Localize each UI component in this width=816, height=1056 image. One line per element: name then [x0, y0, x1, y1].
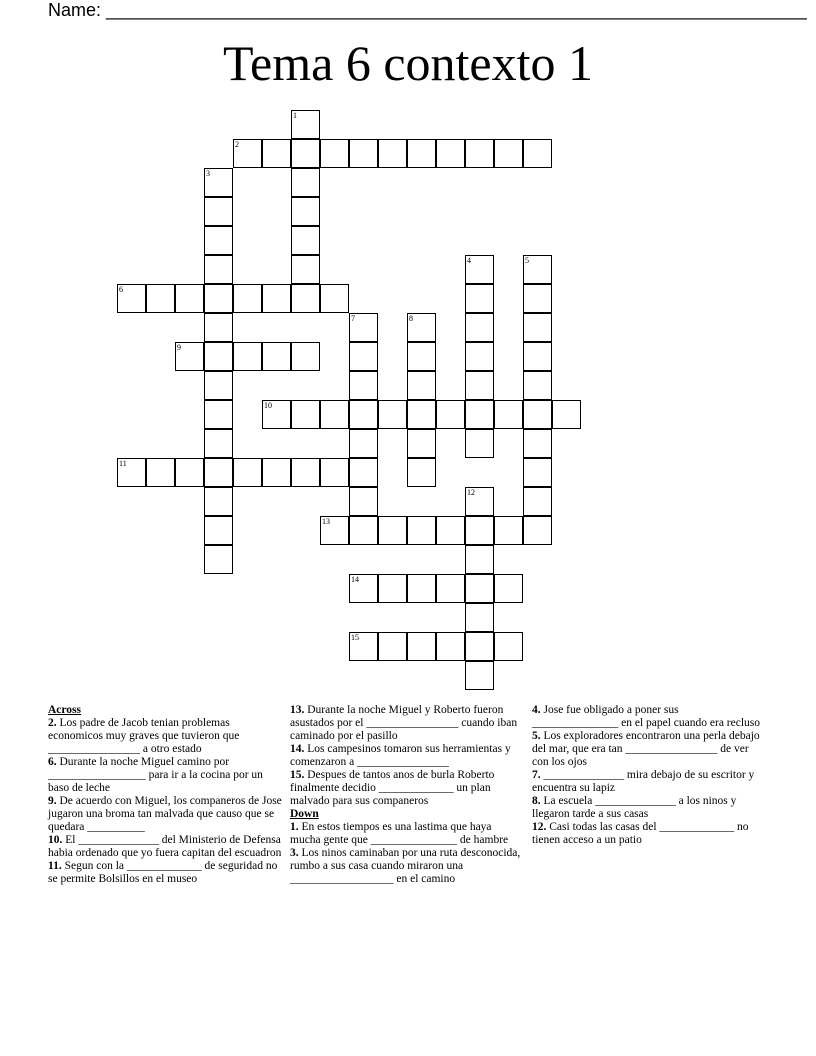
- grid-cell[interactable]: [523, 313, 552, 342]
- grid-cell[interactable]: [204, 255, 233, 284]
- grid-cell[interactable]: [407, 400, 436, 429]
- grid-cell[interactable]: [436, 139, 465, 168]
- grid-cell[interactable]: [175, 284, 204, 313]
- clue-across-13: 13. Durante la noche Miguel y Roberto fueron asustados por el ________________ cuando iban caminado por el pasillo: [290, 704, 518, 742]
- grid-cell[interactable]: [465, 255, 494, 284]
- grid-cell[interactable]: [465, 139, 494, 168]
- name-label: Name:: [48, 0, 102, 20]
- grid-cell[interactable]: [204, 226, 233, 255]
- grid-cell[interactable]: [465, 284, 494, 313]
- grid-cell[interactable]: [204, 458, 233, 487]
- grid-cell[interactable]: [291, 458, 320, 487]
- grid-cell[interactable]: [320, 400, 349, 429]
- grid-cell[interactable]: [407, 516, 436, 545]
- clue-across-6: 6. Durante la noche Miguel camino por _________________ para ir a la cocina por un baso de leche: [48, 756, 263, 794]
- grid-cell[interactable]: [494, 139, 523, 168]
- clue-number: 14: [351, 575, 359, 584]
- puzzle-title: Tema 6 contexto 1: [223, 35, 593, 91]
- grid-cell[interactable]: [407, 342, 436, 371]
- grid-cell[interactable]: [407, 632, 436, 661]
- grid-cell[interactable]: [407, 458, 436, 487]
- grid-cell[interactable]: [349, 429, 378, 458]
- grid-cell[interactable]: [494, 632, 523, 661]
- clues-column-2: [290, 704, 522, 886]
- clue-number: 12: [467, 488, 475, 497]
- clue-number: 4: [467, 256, 471, 265]
- clue-number: 7: [351, 314, 355, 323]
- grid-cell[interactable]: [523, 458, 552, 487]
- clue-across-10: 10. El ______________ del Ministerio de Defensa habia ordenado que yo fuera capitan del escuadron: [48, 834, 282, 859]
- grid-cell[interactable]: [204, 545, 233, 574]
- clue-number: 10: [264, 401, 272, 410]
- clues-column-3: [532, 704, 764, 847]
- grid-cell[interactable]: [523, 139, 552, 168]
- grid-cell[interactable]: [523, 255, 552, 284]
- clue-number: 5: [525, 256, 529, 265]
- grid-cell[interactable]: [320, 284, 349, 313]
- grid-cell[interactable]: [349, 574, 378, 603]
- grid-cell[interactable]: [233, 342, 262, 371]
- grid-cell[interactable]: [349, 400, 378, 429]
- clues-column-1: [48, 704, 283, 886]
- grid-cell[interactable]: [436, 574, 465, 603]
- grid-cell[interactable]: [262, 139, 291, 168]
- grid-cell[interactable]: [494, 574, 523, 603]
- grid-cell[interactable]: [494, 400, 523, 429]
- clue-number: 3: [206, 169, 210, 178]
- grid-cell[interactable]: [349, 458, 378, 487]
- grid-cell[interactable]: [233, 284, 262, 313]
- grid-cell[interactable]: [523, 371, 552, 400]
- grid-cell[interactable]: [262, 284, 291, 313]
- grid-cell[interactable]: [523, 487, 552, 516]
- clue-down-8: 8. La escuela ______________ a los ninos y llegaron tarde a sus casas: [532, 795, 737, 820]
- grid-cell[interactable]: [349, 487, 378, 516]
- grid-cell[interactable]: [117, 458, 146, 487]
- grid-cell[interactable]: [204, 516, 233, 545]
- grid-cell[interactable]: [349, 313, 378, 342]
- clue-down-7: 7. ______________ mira debajo de su escritor y encuentra su lapiz: [532, 769, 755, 794]
- grid-cell[interactable]: [494, 516, 523, 545]
- grid-cell[interactable]: [291, 226, 320, 255]
- clue-down-4: 4. Jose fue obligado a poner sus _______________ en el papel cuando era recluso: [532, 704, 761, 729]
- grid-cell[interactable]: [552, 400, 581, 429]
- clue-across-2: 2. Los padre de Jacob tenian problemas economicos muy graves que tuvieron que ________________ a otro estado: [48, 717, 240, 755]
- name-blank: ______________________________________________________________________: [106, 0, 807, 20]
- grid-cell[interactable]: [465, 342, 494, 371]
- grid-cell[interactable]: [320, 516, 349, 545]
- grid-cell[interactable]: [204, 371, 233, 400]
- grid-cell[interactable]: [407, 574, 436, 603]
- grid-cell[interactable]: [146, 284, 175, 313]
- grid-cell[interactable]: [117, 284, 146, 313]
- clue-across-11: 11. Segun con la _____________ de seguridad no se permite Bolsillos en el museo: [48, 860, 278, 885]
- grid-cell[interactable]: [436, 632, 465, 661]
- grid-cell[interactable]: [291, 139, 320, 168]
- grid-cell[interactable]: [175, 458, 204, 487]
- grid-cell[interactable]: [407, 313, 436, 342]
- grid-cell[interactable]: [378, 574, 407, 603]
- grid-cell[interactable]: [523, 516, 552, 545]
- grid-cell[interactable]: [349, 632, 378, 661]
- grid-cell[interactable]: [204, 342, 233, 371]
- clue-number: 9: [177, 343, 181, 352]
- grid-cell[interactable]: [291, 197, 320, 226]
- clue-number: 6: [119, 285, 123, 294]
- grid-cell[interactable]: [291, 168, 320, 197]
- grid-cell[interactable]: [349, 371, 378, 400]
- grid-cell[interactable]: [291, 255, 320, 284]
- clue-across-14: 14. Los campesinos tomaron sus herramientas y comenzaron a ________________: [290, 743, 511, 768]
- across-heading: Across: [48, 704, 82, 716]
- grid-cell[interactable]: [378, 400, 407, 429]
- grid-cell[interactable]: [407, 139, 436, 168]
- grid-cell[interactable]: [320, 458, 349, 487]
- grid-cell[interactable]: [465, 371, 494, 400]
- down-heading: Down: [290, 808, 319, 820]
- clue-number: 2: [235, 140, 239, 149]
- grid-cell[interactable]: [204, 197, 233, 226]
- grid-cell[interactable]: [349, 139, 378, 168]
- clue-down-12: 12. Casi todas las casas del _____________ no tienen acceso a un patio: [532, 821, 749, 846]
- grid-cell[interactable]: [204, 400, 233, 429]
- grid-cell[interactable]: [407, 429, 436, 458]
- grid-cell[interactable]: [523, 342, 552, 371]
- grid-cell[interactable]: [262, 342, 291, 371]
- grid-cell[interactable]: [262, 400, 291, 429]
- grid-cell[interactable]: [465, 574, 494, 603]
- grid-cell[interactable]: [407, 371, 436, 400]
- clue-down-5: 5. Los exploradores encontraron una perla debajo del mar, que era tan ________________ de ver con los ojos: [532, 730, 760, 768]
- grid-cell[interactable]: [204, 168, 233, 197]
- clue-down-3: 3. Los ninos caminaban por una ruta desconocida, rumbo a sus casa cuando miraron una __________________ en el camino: [290, 847, 521, 885]
- grid-cell[interactable]: [291, 110, 320, 139]
- grid-cell[interactable]: [523, 284, 552, 313]
- clue-number: 13: [322, 517, 330, 526]
- grid-cell[interactable]: [146, 458, 175, 487]
- grid-cell[interactable]: [262, 458, 291, 487]
- grid-cell[interactable]: [465, 603, 494, 632]
- clue-number: 8: [409, 314, 413, 323]
- grid-cell[interactable]: [465, 487, 494, 516]
- grid-cell[interactable]: [465, 429, 494, 458]
- clue-down-1: 1. En estos tiempos es una lastima que haya mucha gente que _______________ de hambre: [290, 821, 509, 846]
- grid-cell[interactable]: [378, 516, 407, 545]
- grid-cell[interactable]: [349, 516, 378, 545]
- grid-cell[interactable]: [204, 313, 233, 342]
- grid-cell[interactable]: [204, 429, 233, 458]
- grid-cell[interactable]: [465, 516, 494, 545]
- grid-cell[interactable]: [465, 661, 494, 690]
- clue-number: 15: [351, 633, 359, 642]
- grid-cell[interactable]: [378, 139, 407, 168]
- grid-cell[interactable]: [523, 429, 552, 458]
- grid-cell[interactable]: [378, 632, 407, 661]
- grid-cell[interactable]: [233, 139, 262, 168]
- grid-cell[interactable]: [349, 342, 378, 371]
- clue-number: 1: [293, 111, 297, 120]
- grid-cell[interactable]: [175, 342, 204, 371]
- grid-cell[interactable]: [204, 284, 233, 313]
- grid-cell[interactable]: [291, 400, 320, 429]
- grid-cell[interactable]: [291, 342, 320, 371]
- grid-cell[interactable]: [436, 400, 465, 429]
- grid-cell[interactable]: [320, 139, 349, 168]
- grid-cell[interactable]: [465, 632, 494, 661]
- grid-cell[interactable]: [465, 545, 494, 574]
- clue-across-15: 15. Despues de tantos anos de burla Roberto finalmente decidio _____________ un plan malvado para sus companeros: [290, 769, 495, 807]
- grid-cell[interactable]: [233, 458, 262, 487]
- grid-cell[interactable]: [465, 313, 494, 342]
- grid-cell[interactable]: [204, 487, 233, 516]
- clue-number: 11: [119, 459, 127, 468]
- grid-cell[interactable]: [465, 400, 494, 429]
- grid-cell[interactable]: [523, 400, 552, 429]
- grid-cell[interactable]: [436, 516, 465, 545]
- grid-cell[interactable]: [291, 284, 320, 313]
- clue-across-9: 9. De acuerdo con Miguel, los companeros de Jose jugaron una broma tan malvada que causo que se quedara __________: [48, 795, 282, 833]
